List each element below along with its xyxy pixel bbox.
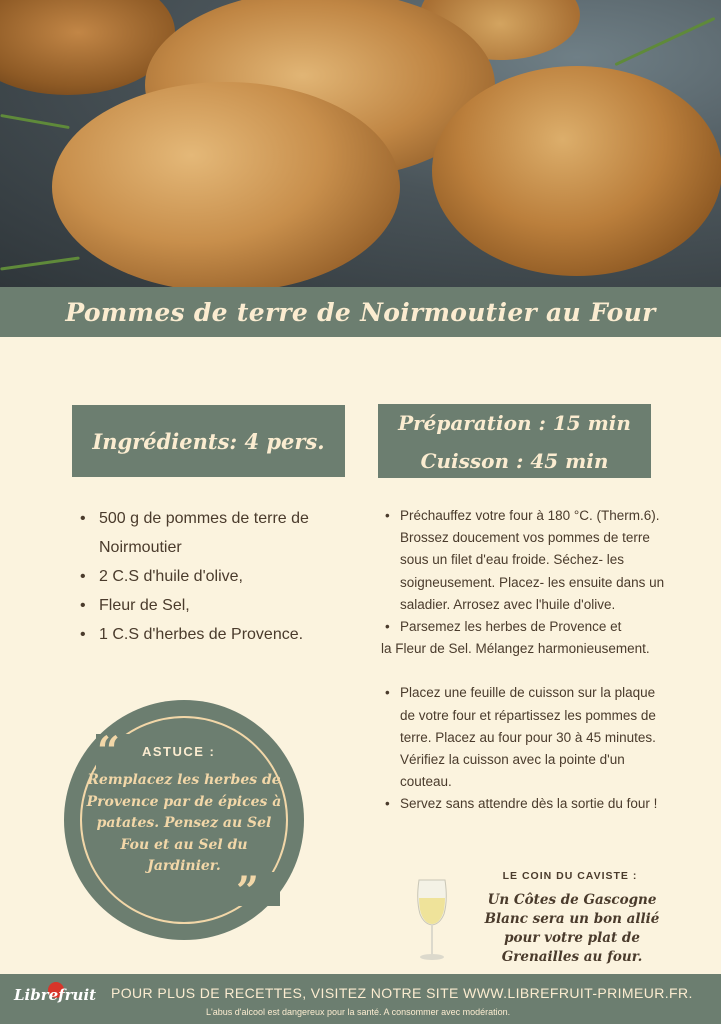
rosemary-sprig <box>615 17 716 66</box>
ingredient-item: • Fleur de Sel, <box>72 591 362 620</box>
caviste-title: LE COIN DU CAVISTE : <box>502 870 638 882</box>
preparation-step: • Préchauffez votre four à 180 °C. (Therm.6). Brossez doucement vos pommes de terre sous un filet d'eau froide. Séchez- les soigneusement. Placez- les ensuite dans un saladier. Arrosez avec l'huile d'olive. <box>381 505 671 616</box>
preparation-step: • Servez sans attendre dès la sortie du four ! <box>381 793 671 815</box>
preparation-step: • Parsemez les herbes de Provence et <box>381 616 671 638</box>
potato-image <box>432 66 721 276</box>
astuce-text: Remplacez les herbes de Provence par de épices à patates. Pensez au Sel Fou et au Sel du Jardinier. <box>86 772 282 874</box>
rosemary-sprig <box>0 256 80 270</box>
hero-photo <box>0 0 721 287</box>
wine-glass-icon <box>414 878 450 962</box>
footer <box>0 974 721 1024</box>
ingredients-list <box>72 504 362 649</box>
footer-website-link[interactable]: POUR PLUS DE RECETTES, VISITEZ NOTRE SITE WWW.LIBREFRUIT-PRIMEUR.FR. <box>111 985 693 1001</box>
close-quote-icon: ” <box>236 868 260 915</box>
preparation-time: Préparation : 15 min <box>398 411 631 435</box>
caviste-text: Un Côtes de Gascogne Blanc sera un bon allié pour votre plat de Grenailles au four. <box>484 892 660 965</box>
recipe-title: Pommes de terre de Noirmoutier au Four <box>65 297 656 327</box>
title-band <box>0 287 721 337</box>
preparation-step: • Placez une feuille de cuisson sur la plaque de votre four et répartissez les pommes de terre. Placez au four pour 30 à 45 minutes. Vérifiez la cuisson avec la pointe d'un couteau. <box>381 682 671 793</box>
cooking-time: Cuisson : 45 min <box>420 449 609 473</box>
potato-image <box>52 82 400 287</box>
astuce-title: ASTUCE : <box>142 744 216 759</box>
ingredient-item: • 1 C.S d'herbes de Provence. <box>72 620 362 649</box>
preparation-steps <box>381 505 671 816</box>
preparation-step-continued: la Fleur de Sel. Mélangez harmonieusement. <box>381 641 650 657</box>
ingredients-heading <box>72 405 345 477</box>
astuce-badge <box>64 700 304 940</box>
ingredients-heading-text: Ingrédients: 4 pers. <box>92 428 325 454</box>
open-quote-icon: “ <box>97 728 121 775</box>
ingredient-item: • 500 g de pommes de terre de Noirmoutier <box>72 504 362 562</box>
alcohol-disclaimer: L'abus d'alcool est dangereux pour la santé. A consommer avec modération. <box>206 1007 511 1017</box>
ingredient-item: • 2 C.S d'huile d'olive, <box>72 562 362 591</box>
rosemary-sprig <box>0 114 69 129</box>
librefruit-logo[interactable]: Librefruit <box>14 986 97 1004</box>
preparation-heading <box>378 404 651 478</box>
